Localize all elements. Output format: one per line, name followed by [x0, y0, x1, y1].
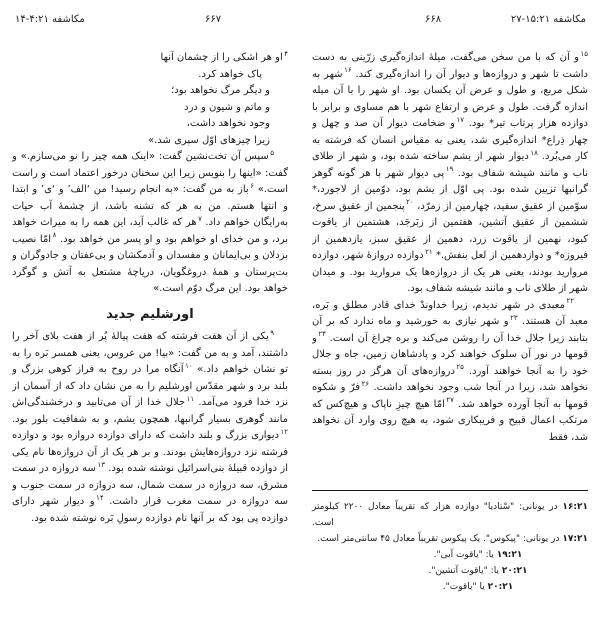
right-page-number: ۶۶۸: [425, 14, 442, 25]
verse-paragraph: $^۵$سپس آن تخت‌نشین گفت: «اینک همه چیز را نو می‌سازم.» و گفت: «اینها را بنویس زیرا این سخنان درخور اعتماد است و راست است.» $^۶$باز به من گفت: «به انجام رسید! من ‘الف’ و ‘ی’ و ابتدا و انتها هستم. من به هر که تشنه باشد، از چشمهٔ آب حیات به‌رایگان خواهم داد. $^۷$هر که غالب آید، این همه را به میراث خواهد برد، و من خدای او خواهم بود و او پسر من خواهد بود. $^۸$امّا نصیب بزدلان و بی‌ایمانان و مفسدان و آدمکشان و بی‌عفتان و جادوگران و بت‌پرستان و همهٔ دروغگویان، دریاچهٔ مشتعل به آتش و گوگرد خواهد بود. این مرگ دوّم است.»: [12, 148, 288, 294]
footnote-lines: [312, 499, 588, 595]
left-page-number: ۶۶۷: [205, 14, 222, 25]
verse-number: ۲۵: [456, 363, 464, 372]
poetry-block: [12, 50, 288, 149]
verse-number: ۲۴: [318, 330, 326, 339]
verse-number: ۱۲: [280, 427, 288, 436]
poetry-line: پاک خواهد کرد.: [198, 68, 262, 80]
poetry-line: وجود نخواهد داشت،: [186, 118, 270, 129]
verse-paragraph: $^۹$یکی از آن هفت فرشته که هفت پیالهٔ پُر از هفت بلای آخر را داشتند، آمد و به من گفت: «بیا! من عروس، یعنی همسر بَره را به تو نشان خواهم داد.» $^{۱۰}$آنگاه مرا در روح به فراز کوهی بزرگ و بلند برد و شهر مقدّس اورشلیم را به من نشان داد که از آسمان از نزد خدا فرود می‌آمد. $^{۱۱}$جلال خدا از آن می‌تابید و درخشندگی‌اش مانند گوهری بسیار گرانبها، همچون یشم، و به شفافیت بلور بود. $^{۱۲}$دیواری بزرگ و بلند داشت که دارای دوازده دروازه بود و دوازده فرشته نزد دروازه‌هایش بودند. و بر هر یک از آن دروازه‌ها نام یکی از دوازده قبیلهٔ بنی‌اسرائیل نوشته شده بود. $^{۱۳}$سه دروازه در سمت مشرق، سه دروازه در سمت شمال، سه دروازه در سمت جنوب و سه دروازه در سمت مغرب قرار داشت. $^{۱۴}$و دیوار شهر دارای دوازده پی بود که بر آنها نام دوازده رسولِ بَره نوشته شده بود.: [12, 328, 288, 524]
footnote-line: ۲۱‏:‏۱۷ در یونانی: "پیکوس". یک پیکوس تقریباً معادل ۴۵ سانتی‌متر است.: [317, 534, 588, 544]
verse-number: ۴: [284, 50, 288, 58]
verse-number: ۱۸: [530, 148, 538, 157]
footnote-line: ۲۱‏:‏۱۶ در یونانی: "سْتادیا" دوازده هزار که تقریباً معادل ۲۲۰۰ کیلومتر: [312, 502, 588, 512]
verse-number: ۵: [270, 148, 274, 157]
footnote-reference: ۲۱‏:‏۲۰: [501, 566, 528, 576]
left-page-reference: مکاشفه ۲۱‏:‏۴‏-‏۱۴: [15, 14, 85, 25]
verse-number: ۷: [198, 214, 202, 223]
poetry-line: زیرا چیزهای اوّل سپری شد.»: [147, 134, 270, 146]
poetry-line: و دیگر مرگ نخواهد بود؛: [171, 85, 270, 96]
verse-number: ۱۰: [185, 361, 193, 370]
verse-number: ۲۰: [406, 198, 414, 207]
poetry-line: و ماتم و شیون و درد: [184, 101, 270, 113]
running-head: [0, 14, 600, 30]
verse-number: ۱۷: [456, 115, 464, 124]
verse-number: ۱۶: [344, 66, 352, 75]
verse-number: ۱۹: [445, 165, 454, 174]
verse-number: ۱۱: [186, 394, 195, 403]
verse-number: ۲۷: [446, 396, 454, 405]
verse-number: ۲۱: [425, 247, 433, 256]
poetry-line: $^۴$او هر اشکی را از چشمان آنها: [160, 50, 288, 63]
verse-paragraph: $^{۲۲}$معبدی در شهر ندیدم، زیرا خداوندْ خدای قادر مطلق و بَره، معبد آن هستند. $^{۲۳}$و شهر نیازی به خورشید و ماه ندارد که بر آن بتابند زیرا جلال خدا آن را روشن می‌کند و بره چراغ آن است. $^{۲۴}$و قومها در نور آن سلوک خواهند کرد و پادشاهان زمین، جاه و جلال خود را به آنجا خواهند آورد. $^{۲۵}$دروازه‌های آن هرگز در روز بسته نخواهد شد، زیرا در آنجا شب وجود نخواهد داشت. $^{۲۶}$فرّ و شکوه قومها به آنجا آورده خواهد شد. $^{۲۷}$امّا هیچ چیزِ ناپاک و هیچ‌کس که مرتکب اعمال قبیح و فریبکاری شود، به هیچ روی وارد آن نخواهد شد، فقط: [312, 297, 588, 443]
footnote-line: ۲۱‏:‏۲۰ یا: "یاقوت آتشین".: [428, 566, 528, 576]
verse-number: ۱۵: [580, 50, 588, 58]
verse-number: ۸: [52, 231, 57, 240]
footnote-reference: ۲۱‏:‏۲۰: [487, 582, 514, 592]
footnote-reference: ۲۱‏:‏۱۶: [562, 502, 588, 512]
footnote-reference: ۲۱‏:‏۱۷: [562, 534, 588, 544]
footnote-line: ۲۱‏:‏۲۰ یا "یاقوت".: [442, 582, 514, 592]
verse-number: ۱۳: [97, 460, 105, 469]
verse-paragraph: $^{۱۵}$و آن که با من سخن می‌گفت، میلهٔ اندازه‌گیری زرّینی به دست داشت تا شهر و دروازه‌ها و دیوار آن را اندازه‌گیری کند. $^{۱۶}$شهر به شکل مربع، و طول و عرض آن یکسان بود. او شهر را با آن میله اندازه گرفت. طول و عرض و ارتفاع شهر با هم مساوی و برابر با دوازده هزار پرتاب تیر* بود. $^{۱۷}$و ضخامت دیوار آن صد و چهل و چهار ذِراع* اندازه‌گیری شد، یعنی به مقیاس انسان که فرشته به کار می‌بُرد. $^{۱۸}$دیوار شهر از یشم ساخته شده بود، و شهر از طلای ناب و مانند شیشه شفاف بود. $^{۱۹}$پی دیوار شهر با هر گونه گوهر گرانبها تزیین شده بود. پی اوّل از یشم بود، دوّمین از لاجورد،* سوّمین از عقیق سفید، چهارمین از زمرّد، $^{۲۰}$پنجمین از عقیق سرخ، ششمین از عقیق آتشین، هفتمین از زبَرجَد، هشتمین از یاقوت کبود، نهمین از یاقوت زرد، دهمین از عقیق سبز، یازدهمین از فیروزه* و دوازدهمین از لعل بنفش.* $^{۲۱}$دوازده دروازهٔ شهر، دوازده مروارید بودند، یعنی هر یک از دروازه‌ها یک مروارید بود. و میدان شهر از طلای ناب و مانند شیشه شفاف بود.: [312, 50, 588, 294]
right-text-column: [312, 50, 588, 490]
right-page-reference: مکاشفه ۲۱‏:‏۱۵‏-‏۲۷: [510, 14, 586, 25]
left-text-column: [12, 50, 288, 618]
footnotes-block: [312, 490, 588, 595]
footnote-reference: ۲۱‏:‏۱۹: [496, 550, 523, 560]
verse-number: ۲۲: [566, 297, 574, 306]
footnote-line: ۲۱‏:‏۱۹ یا: "یاقوت آبی".: [433, 550, 523, 560]
verse-number: ۱۴: [96, 493, 104, 502]
verse-number: ۹: [270, 328, 274, 337]
footnote-separator: [312, 490, 588, 491]
section-heading: اورشلیم جدید: [106, 306, 194, 322]
verse-number: ۲۳: [510, 313, 518, 322]
verse-number: ۲۶: [361, 379, 370, 388]
verse-number: ۶: [250, 181, 254, 190]
footnote-line: است.: [312, 518, 334, 528]
